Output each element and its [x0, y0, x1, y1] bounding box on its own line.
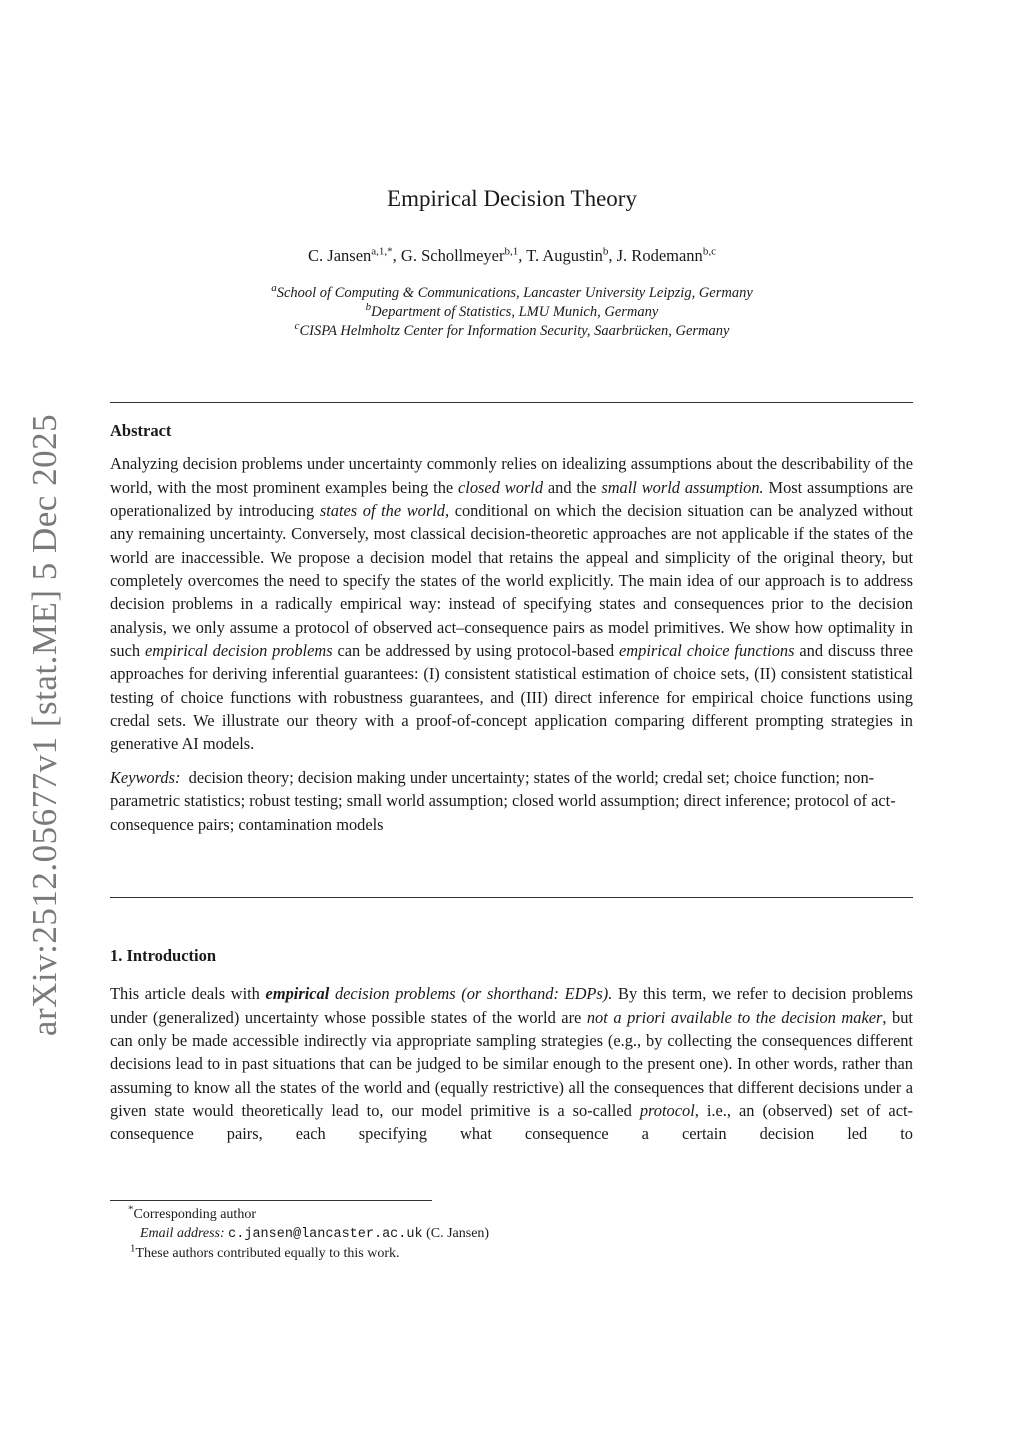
- text-run: decision problems (or shorthand: EDPs).: [329, 984, 613, 1004]
- text-run: and discuss three approaches for deriving inferential guarantees: (I) consistent statistical estimation of choice sets, (II) consistent statistical testing of choice functions with robustness guarantees, and (III) direct inference for empirical choice functions using credal sets. We illustrate our theory with a proof-of-concept application comparing different prompting strategies in generative AI models.: [110, 641, 913, 754]
- footnotes: [110, 1205, 489, 1263]
- text-run: , conditional on which the decision situation can be analyzed without any remaining uncertainty. Conversely, most classical decision-theoretic approaches are not applicable if the states of the world are inaccessible. We propose a decision model that retains the appeal and simplicity of the original theory, but completely overcomes the need to specify the states of the world explicitly. The main idea of our approach is to address decision problems in a radically empirical way: instead of specifying states and consequences prior to the decision analysis, we only assume a protocol of observed act–consequence pairs as model primitives. We show how optimality in such: [110, 501, 913, 661]
- text-run: empirical: [265, 984, 330, 1004]
- keywords: Keywords: decision theory; decision making under uncertainty; states of the world; credal set; choice function; non-parametric statistics; robust testing; small world assumption; closed world assumption; direct inference; protocol of act-consequence pairs; contamination models: [110, 767, 896, 834]
- text-run: Most assumptions are operationalized by introducing: [110, 477, 913, 521]
- author: G. Schollmeyer$^{b,1}$: [400, 245, 519, 265]
- text-run: states of the world: [319, 501, 445, 521]
- section-heading: 1. Introduction: [110, 946, 217, 965]
- arxiv-identifier: arXiv:2512.05677v1 [stat.ME] 5 Dec 2025: [25, 413, 64, 1037]
- affiliation: $^b$Department of Statistics, LMU Munich, Germany: [365, 301, 659, 320]
- text-run: can be addressed by using protocol-based: [332, 641, 620, 661]
- footnote-corresponding: *Corresponding author: [128, 1203, 256, 1222]
- abstract-heading: Abstract: [110, 421, 172, 440]
- abstract-section: [110, 419, 913, 836]
- text-run: protocol: [639, 1101, 695, 1121]
- divider: [110, 402, 913, 403]
- author: T. Augustin$^b$: [526, 245, 609, 265]
- text-run: not a priori available to the decision maker: [586, 1007, 883, 1027]
- text-run: , but can only be made accessible indirectly via appropriate sampling strategies (e.g., by collecting the consequences different decisions lead to in past situations that can be judged to be similar enough to the present one). In other words, rather than assuming to know all the states of the world and (equally restrictive) all the consequences that different decisions under a given state would theoretically lead to, our model primitive is a so-called: [110, 1007, 913, 1121]
- paper-title: Empirical Decision Theory: [387, 186, 637, 211]
- affiliation: $^a$School of Computing & Communications, Lancaster University Leipzig, Germany: [271, 282, 753, 301]
- text-run: , i.e., an (observed) set of act-consequence pairs, each specifying what consequence a certain decision led to: [110, 1101, 913, 1144]
- email-link[interactable]: c.jansen@lancaster.ac.uk: [228, 1227, 423, 1242]
- footnote-email: Email address: c.jansen@lancaster.ac.uk (C. Jansen): [140, 1226, 490, 1242]
- text-run: This article deals with: [110, 984, 266, 1004]
- text-run: small world assumption.: [601, 477, 764, 497]
- text-run: and the: [543, 477, 602, 497]
- introduction-section: [110, 944, 913, 1146]
- introduction-text: [110, 982, 913, 1145]
- footnote-equal-contribution: $^1$These authors contributed equally to this work.: [130, 1242, 400, 1261]
- author: C. Jansen$^{a,1,*}$: [308, 245, 393, 265]
- affiliation: $^c$CISPA Helmholtz Center for Information Security, Saarbrücken, Germany: [294, 320, 730, 339]
- text-run: empirical decision problems: [144, 641, 333, 661]
- author-list: C. Jansen$^{a,1,*}$, G. Schollmeyer$^{b,1}$, T. Augustin$^b$, J. Rodemann$^{b,c}$: [308, 245, 716, 265]
- text-run: closed world: [458, 477, 544, 497]
- text-run: By this term, we refer to decision problems under (generalized) uncertainty whose possible states of the world are: [110, 984, 914, 1027]
- author: J. Rodemann$^{b,c}$: [616, 245, 716, 265]
- text-run: empirical choice functions: [619, 641, 795, 661]
- abstract-text: [110, 452, 913, 755]
- divider: [110, 897, 913, 898]
- text-run: Analyzing decision problems under uncertainty commonly relies on idealizing assumptions about the describability of the world, with the most prominent examples being the: [110, 454, 913, 497]
- footnote-rule: [110, 1200, 432, 1201]
